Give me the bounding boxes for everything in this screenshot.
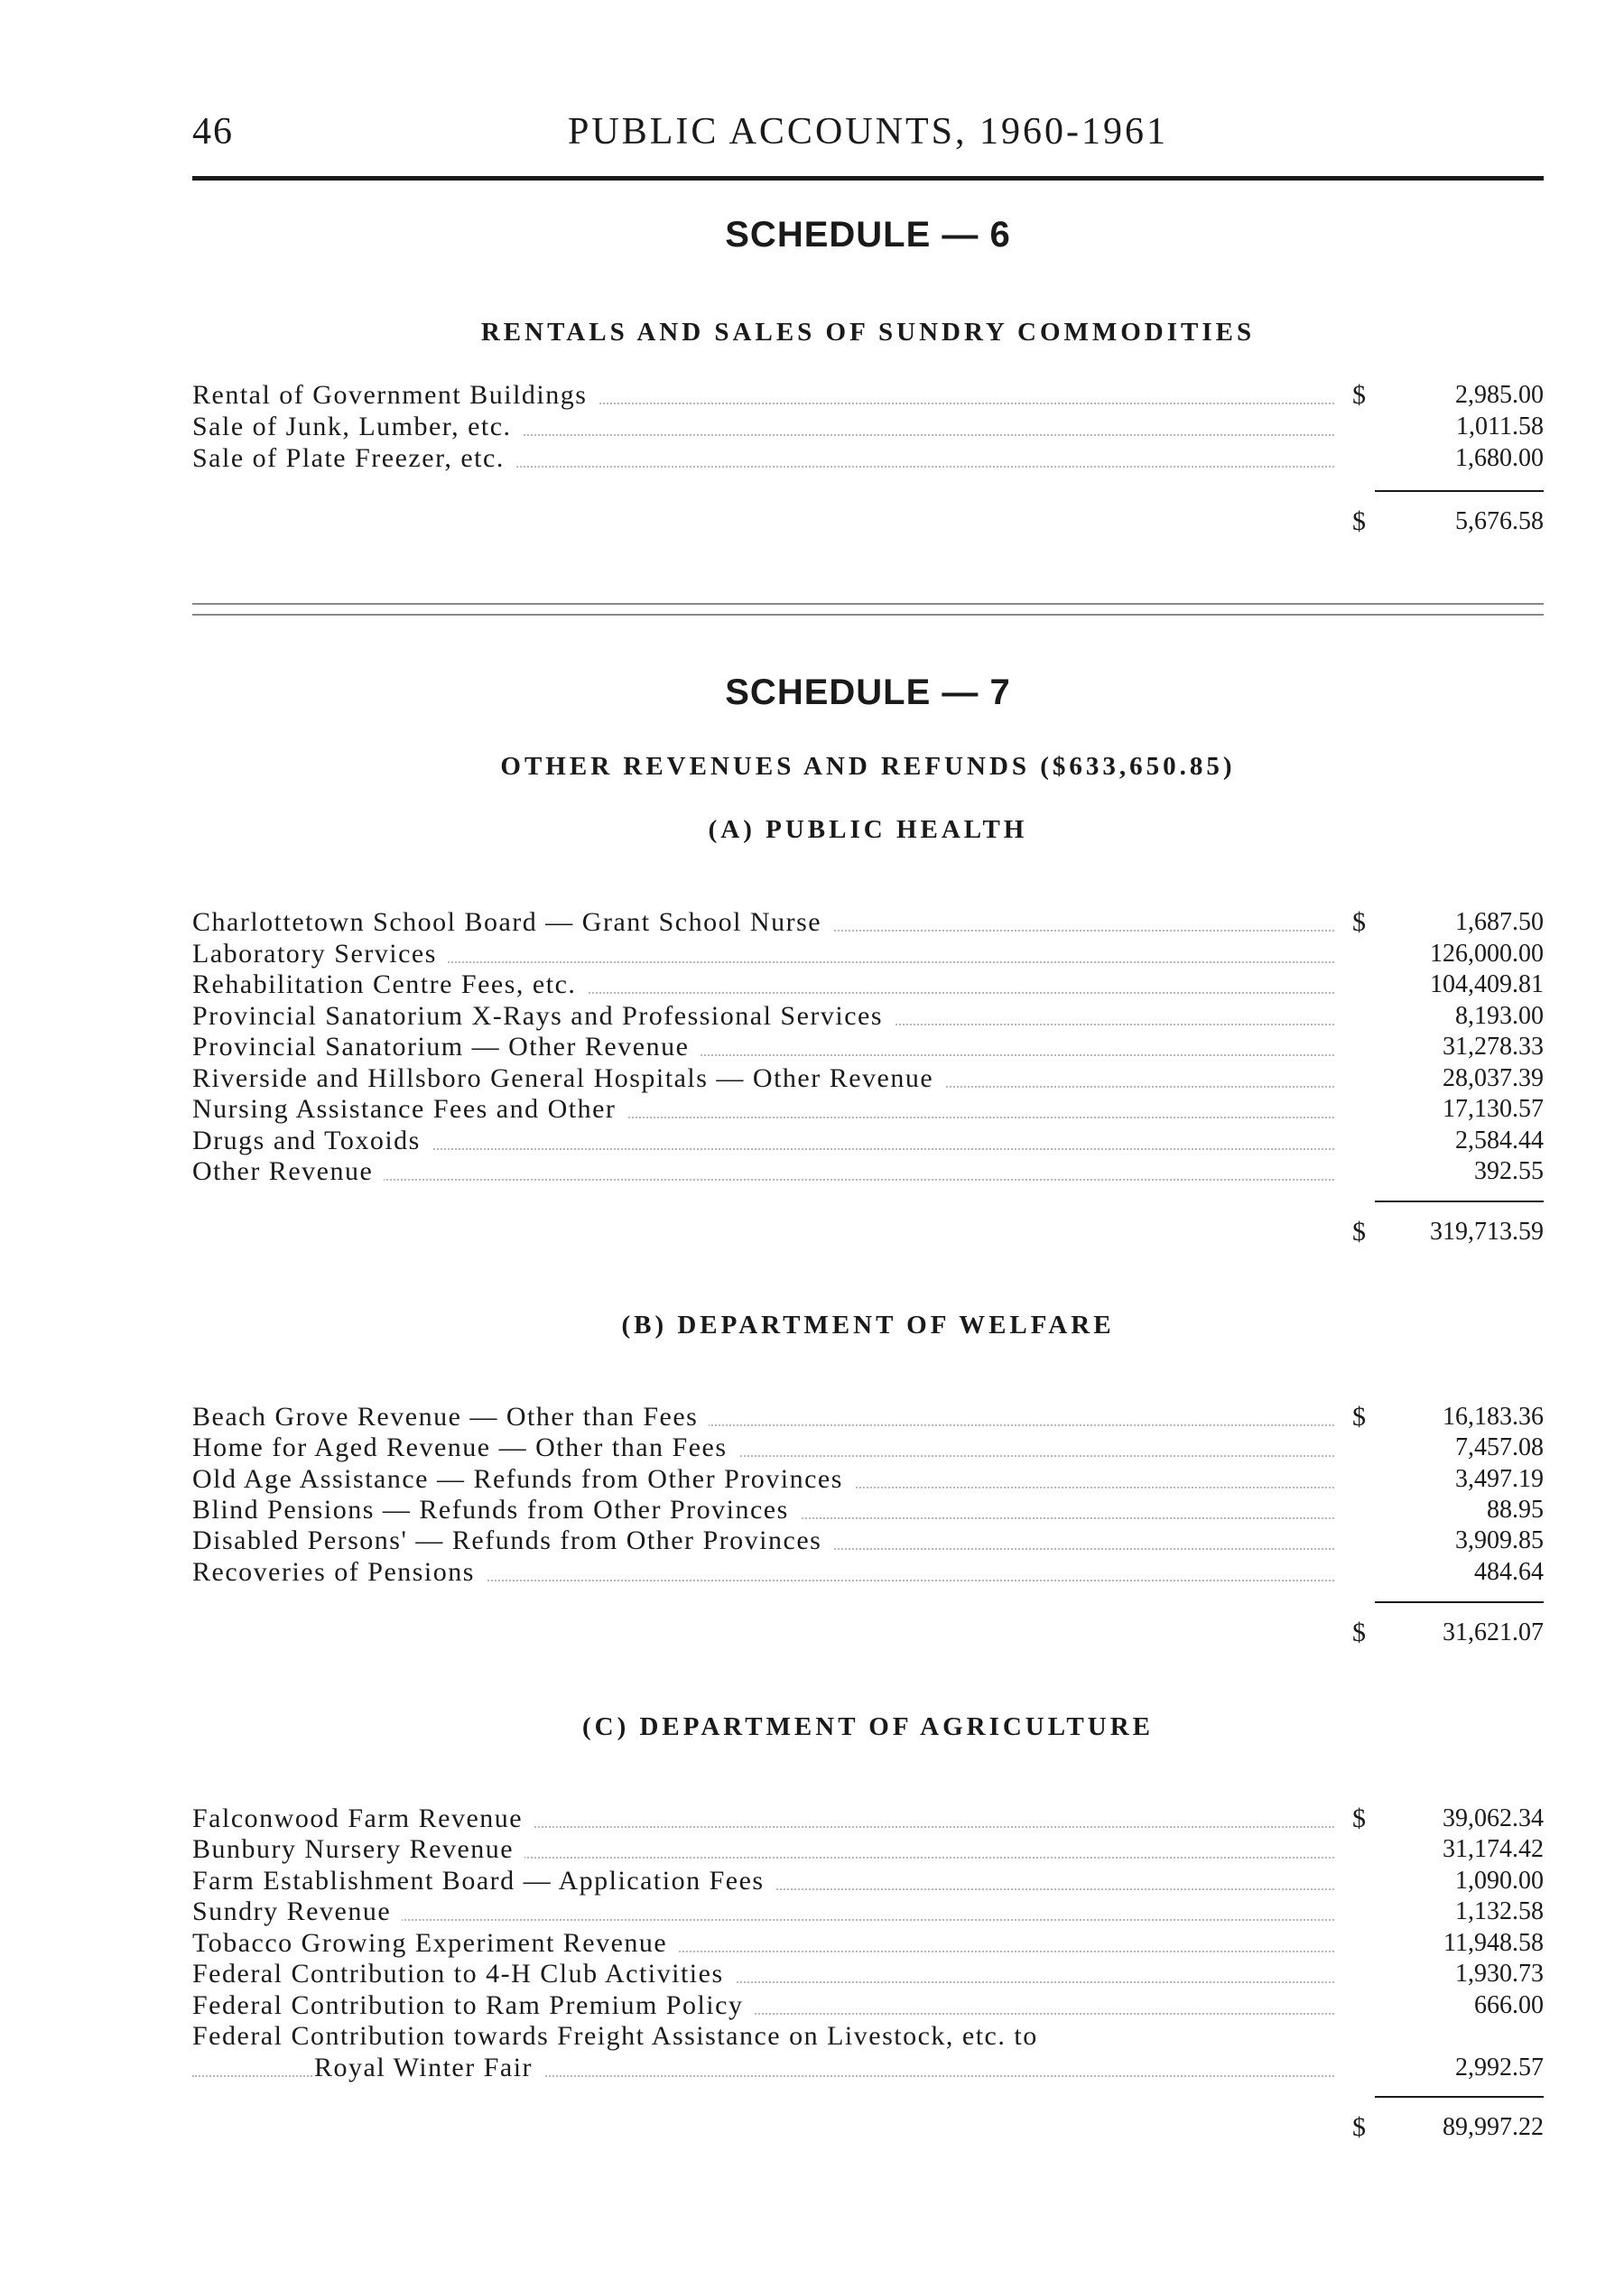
ledger-row (192, 1093, 1544, 1126)
running-header (192, 110, 1544, 155)
row-label: Sale of Plate Freezer, etc. (192, 442, 515, 475)
row-amount: 31,174.42 (1443, 1835, 1544, 1863)
subtotal-rule (1375, 1201, 1544, 1202)
row-amount: 31,278.33 (1443, 1033, 1544, 1061)
row-amount: 484.64 (1474, 1558, 1544, 1586)
row-amount: 392.55 (1474, 1157, 1544, 1185)
dollar-sign: $ (1352, 1618, 1366, 1647)
ledger-row (192, 938, 1544, 970)
dollar-sign: $ (1352, 1217, 1366, 1247)
row-label: Blind Pensions — Refunds from Other Provinces (192, 1494, 800, 1526)
row-amount: 1,930.73 (1455, 1960, 1544, 1988)
row-label: Farm Establishment Board — Application Fees (192, 1865, 775, 1897)
ledger-row (192, 1000, 1544, 1033)
section-a-heading: (A) PUBLIC HEALTH (708, 815, 1028, 844)
dollar-sign: $ (1352, 506, 1366, 536)
row-label: Provincial Sanatorium X-Rays and Professional Services (192, 1000, 894, 1033)
document-page (192, 0, 1544, 2281)
ledger-row-first-line (192, 2020, 1544, 2053)
row-amount: 666.00 (1474, 1991, 1544, 2019)
ledger-row (192, 1927, 1544, 1960)
row-amount: 17,130.57 (1443, 1095, 1544, 1123)
section-c-total (192, 2111, 1544, 2144)
row-amount: 2,985.00 (1455, 381, 1544, 409)
row-amount: 104,409.81 (1430, 970, 1544, 998)
row-label: Bunbury Nursery Revenue (192, 1833, 524, 1866)
ledger-row (192, 1494, 1544, 1526)
row-label: Provincial Sanatorium — Other Revenue (192, 1031, 700, 1063)
ledger-row (192, 1833, 1544, 1866)
row-label: Drugs and Toxoids (192, 1125, 432, 1157)
row-label: Home for Aged Revenue — Other than Fees (192, 1432, 738, 1464)
row-label: Federal Contribution to Ram Premium Policy (192, 1989, 754, 2022)
row-amount: 1,680.00 (1455, 444, 1544, 472)
row-amount: 126,000.00 (1430, 940, 1544, 968)
ledger-row (192, 1062, 1544, 1095)
section-b-heading: (B) DEPARTMENT OF WELFARE (621, 1311, 1115, 1340)
ledger-row (192, 1865, 1544, 1897)
total-amount: 5,676.58 (1455, 507, 1544, 535)
schedule-7-title: SCHEDULE — 7 (725, 672, 1011, 712)
row-label: Falconwood Farm Revenue (192, 1803, 534, 1835)
ledger-row (192, 1958, 1544, 1990)
dollar-sign: $ (1352, 907, 1366, 937)
row-label: Laboratory Services (192, 938, 448, 970)
subtotal-rule (1375, 1601, 1544, 1603)
ledger-row (192, 1803, 1544, 1835)
row-amount: 1,090.00 (1455, 1867, 1544, 1895)
row-label: Federal Contribution to 4-H Club Activities (192, 1958, 735, 1990)
total-amount: 31,621.07 (1443, 1618, 1544, 1646)
publication-title: PUBLIC ACCOUNTS, 1960-1961 (568, 111, 1168, 153)
row-amount: 7,457.08 (1455, 1433, 1544, 1461)
ledger-row (192, 442, 1544, 475)
schedule-6-title: SCHEDULE — 6 (725, 215, 1011, 255)
ledger-row (192, 1896, 1544, 1928)
row-amount: 1,011.58 (1456, 413, 1544, 440)
section-b-total (192, 1617, 1544, 1649)
total-amount: 319,713.59 (1430, 1218, 1544, 1246)
row-label: Federal Contribution towards Freight Assistance on Livestock, etc. to (192, 2020, 1049, 2053)
ledger-row (192, 411, 1544, 443)
ledger-row (192, 906, 1544, 939)
header-rule (192, 176, 1544, 181)
row-amount: 1,687.50 (1455, 908, 1544, 936)
row-amount: 88.95 (1487, 1496, 1544, 1524)
row-label: Tobacco Growing Experiment Revenue (192, 1927, 678, 1960)
subtotal-rule (1375, 490, 1544, 492)
row-label: Rehabilitation Centre Fees, etc. (192, 969, 587, 1001)
row-amount: 3,497.19 (1455, 1465, 1544, 1493)
row-label: Riverside and Hillsboro General Hospitals — Other Revenue (192, 1062, 944, 1095)
ledger-row (192, 1989, 1544, 2022)
row-label: Rental of Government Buildings (192, 379, 598, 412)
section-c-heading: (C) DEPARTMENT OF AGRICULTURE (581, 1712, 1154, 1741)
row-label-continuation: Royal Winter Fair (314, 2052, 543, 2084)
ledger-row (192, 1463, 1544, 1496)
ledger-row (192, 1432, 1544, 1464)
row-amount: 39,062.34 (1443, 1804, 1544, 1832)
dollar-sign: $ (1352, 1402, 1366, 1432)
dollar-sign: $ (1352, 380, 1366, 410)
ledger-row (192, 379, 1544, 412)
ledger-row (192, 1525, 1544, 1557)
row-label: Other Revenue (192, 1155, 384, 1188)
ledger-row (192, 1125, 1544, 1157)
row-amount: 11,948.58 (1443, 1929, 1544, 1957)
row-amount: 2,992.57 (1455, 2054, 1544, 2082)
row-label: Beach Grove Revenue — Other than Fees (192, 1401, 709, 1433)
subtotal-rule (1375, 2096, 1544, 2098)
row-amount: 1,132.58 (1455, 1897, 1544, 1925)
row-label: Charlottetown School Board — Grant School Nurse (192, 906, 832, 939)
row-label: Sale of Junk, Lumber, etc. (192, 411, 523, 443)
row-amount: 2,584.44 (1455, 1127, 1544, 1154)
row-label: Recoveries of Pensions (192, 1556, 486, 1589)
dollar-sign: $ (1352, 1803, 1366, 1833)
section-a-total (192, 1216, 1544, 1248)
ledger-row (192, 969, 1544, 1001)
page-number: 46 (192, 111, 234, 153)
ledger-row (192, 1401, 1544, 1433)
row-label: Disabled Persons' — Refunds from Other Provinces (192, 1525, 832, 1557)
schedule-6-total (192, 505, 1544, 538)
ledger-row (192, 1155, 1544, 1188)
dollar-sign: $ (1352, 2112, 1366, 2142)
schedule-6-heading: RENTALS AND SALES OF SUNDRY COMMODITIES (480, 318, 1256, 347)
ledger-row (192, 2052, 1544, 2084)
ledger-row (192, 1556, 1544, 1589)
row-amount: 16,183.36 (1443, 1403, 1544, 1431)
row-amount: 8,193.00 (1455, 1002, 1544, 1030)
ledger-row (192, 1031, 1544, 1063)
row-label: Old Age Assistance — Refunds from Other Provinces (192, 1463, 854, 1496)
row-amount: 3,909.85 (1455, 1526, 1544, 1554)
row-label: Nursing Assistance Fees and Other (192, 1093, 626, 1126)
section-divider (192, 603, 1544, 616)
row-label: Sundry Revenue (192, 1896, 402, 1928)
row-amount: 28,037.39 (1443, 1064, 1544, 1092)
total-amount: 89,997.22 (1443, 2113, 1544, 2141)
schedule-7-heading: OTHER REVENUES AND REFUNDS ($633,650.85) (500, 752, 1236, 781)
